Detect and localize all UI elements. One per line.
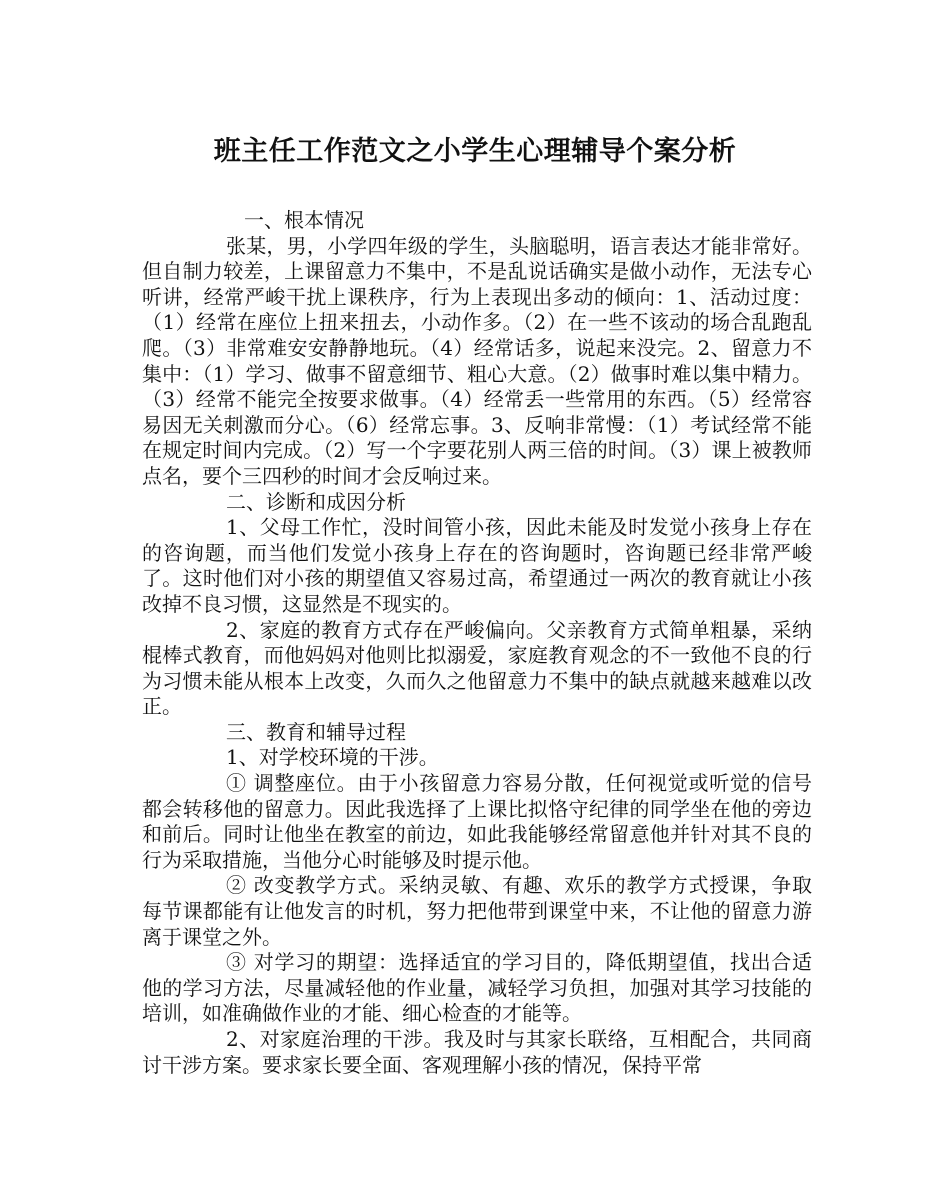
document-title: 班主任工作范文之小学生心理辅导个案分析 <box>213 136 737 167</box>
section-heading-guidance-process: 三、教育和辅导过程 <box>226 719 406 744</box>
paragraph-learning-expectation: ③ 对学习的期望：选择适宜的学习目的，降低期望值，找出合适他的学习方法，尽量减轻他的作业量，减轻学习负担，加强对其学习技能的培训，如准确做作业的才能、细心检查的才能等。 <box>142 950 812 1026</box>
paragraph-adjust-seat: ① 调整座位。由于小孩留意力容易分散，任何视觉或听觉的信号都会转移他的留意力。因此我选择了上课比拟恪守纪律的同学坐在他的旁边和前后。同时让他坐在教室的前边，如此我能够经常留意他并针对其不良的行为采取措施，当他分心时能够及时提示他。 <box>142 771 812 872</box>
paragraph-school-intervention: 1、对学校环境的干涉。 <box>226 745 439 770</box>
section-heading-diagnosis: 二、诊断和成因分析 <box>226 489 406 514</box>
paragraph-cause-family-education: 2、家庭的教育方式存在严峻偏向。父亲教育方式简单粗暴，采纳棍棒式教育，而他妈妈对他则比拟溺爱，家庭教育观念的不一致他不良的行为习惯未能从根本上改变，久而久之他留意力不集中的缺点就越来越难以改正。 <box>142 617 812 719</box>
document-body <box>142 208 812 1078</box>
paragraph-teaching-method: ② 改变教学方式。采纳灵敏、有趣、欢乐的教学方式授课，争取每节课都能有让他发言的时机，努力把他带到课堂中来，不让他的留意力游离于课堂之外。 <box>142 873 812 949</box>
paragraph-cause-parents-busy: 1、父母工作忙，没时间管小孩，因此未能及时发觉小孩身上存在的咨询题，而当他们发觉小孩身上存在的咨询题时，咨询题已经非常严峻了。这时他们对小孩的期望值又容易过高，希望通过一两次的教育就让小孩改掉不良习惯，这显然是不现实的。 <box>142 515 812 616</box>
paragraph-family-intervention: 2、对家庭治理的干涉。我及时与其家长联络，互相配合，共同商讨干涉方案。要求家长要全面、客观理解小孩的情况，保持平常 <box>142 1027 812 1077</box>
section-heading-basic-situation: 一、根本情况 <box>244 208 364 232</box>
paragraph-case-description: 张某，男，小学四年级的学生，头脑聪明，语言表达才能非常好。但自制力较差，上课留意力不集中，不是乱说话确实是做小动作，无法专心听讲，经常严峻干扰上课秩序，行为上表现出多动的倾向：1、活动过度：（1）经常在座位上扭来扭去，小动作多。（2）在一些不该动的场合乱跑乱爬。（3）非常难安安静静地玩。（4）经常话多，说起来没完。2、留意力不集中：（1）学习、做事不留意细节、粗心大意。（2）做事时难以集中精力。（3）经常不能完全按要求做事。（4）经常丢一些常用的东西。（5）经常容易因无关刺激而分心。（6）经常忘事。3、反响非常慢：（1）考试经常不能在规定时间内完成。（2）写一个字要花别人两三倍的时间。（3）课上被教师点名，要个三四秒的时间才会反响过来。 <box>142 233 812 488</box>
